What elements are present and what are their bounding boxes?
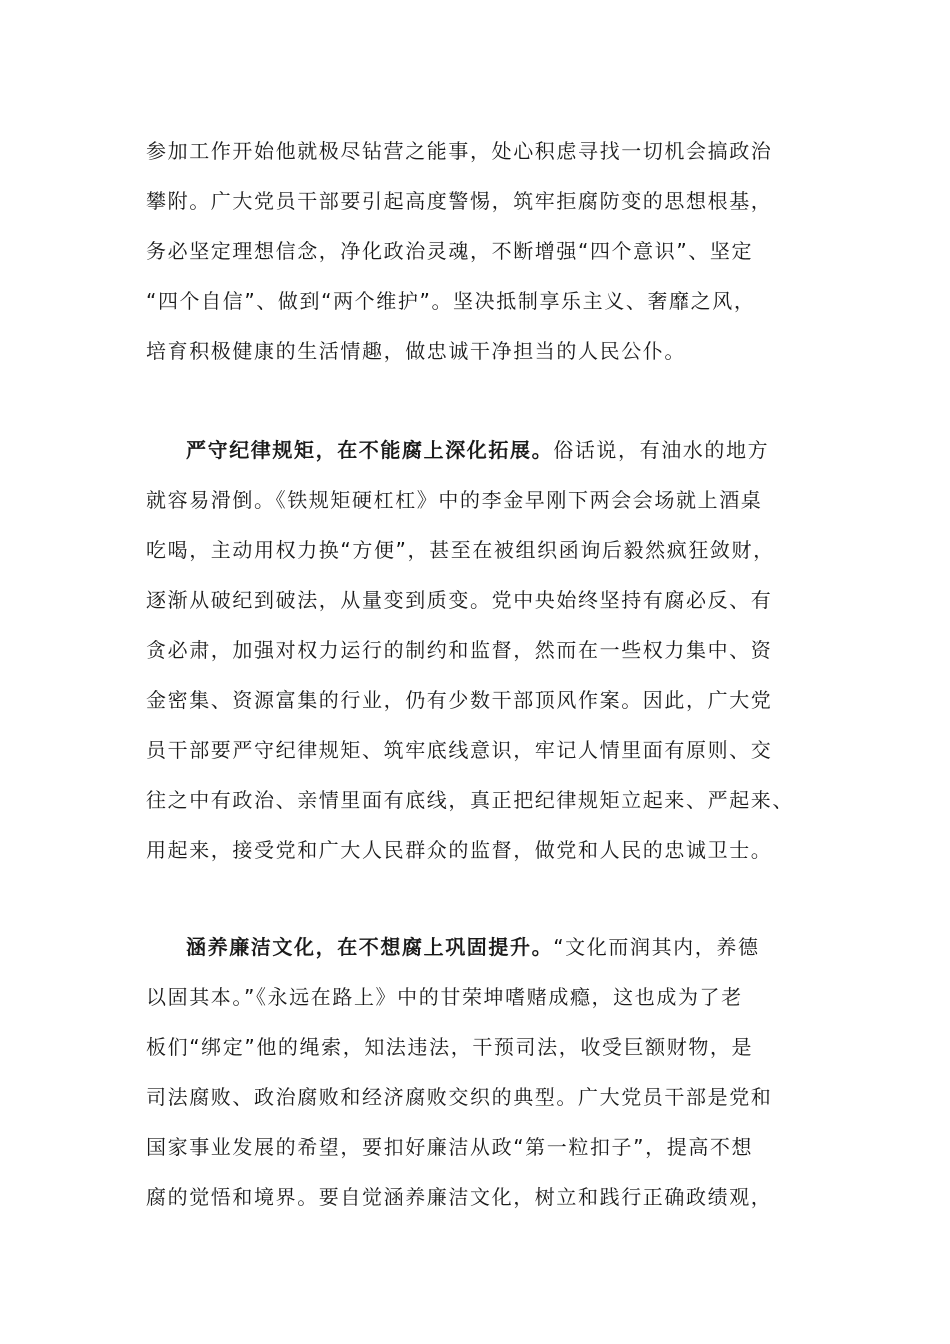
paragraph-heading: 严守纪律规矩，在不能腐上深化拓展。 <box>186 438 554 462</box>
paragraph-line: “四个自信”、做到“两个维护”。坚决抵制享乐主义、奢靡之风， <box>146 289 756 313</box>
paragraph-3 <box>146 922 836 1222</box>
paragraph-2 <box>146 425 836 875</box>
paragraph-line: 攀附。广大党员干部要引起高度警惕，筑牢拒腐防变的思想根基， <box>146 189 773 213</box>
paragraph-line: 贪必肃，加强对权力运行的制约和监督，然而在一些权力集中、资 <box>146 638 773 662</box>
paragraph-line: 腐的觉悟和境界。要自觉涵养廉洁文化，树立和践行正确政绩观， <box>146 1185 773 1209</box>
paragraph-line: 用起来，接受党和广大人民群众的监督，做党和人民的忠诚卫士。 <box>146 838 773 862</box>
paragraph-line: 国家事业发展的希望，要扣好廉洁从政“第一粒扣子”，提高不想 <box>146 1135 754 1159</box>
paragraph-line: 务必坚定理想信念，净化政治灵魂，不断增强“四个意识”、坚定 <box>146 239 754 263</box>
paragraph-first-line-text: “文化而润其内，养德 <box>553 935 760 959</box>
paragraph-line: 板们“绑定”他的绳索，知法违法，干预司法，收受巨额财物，是 <box>146 1035 754 1059</box>
paragraph-line: 员干部要严守纪律规矩、筑牢底线意识，牢记人情里面有原则、交 <box>146 738 773 762</box>
paragraph-line: 参加工作开始他就极尽钻营之能事，处心积虑寻找一切机会搞政治 <box>146 139 773 163</box>
paragraph-line: 逐渐从破纪到破法，从量变到质变。党中央始终坚持有腐必反、有 <box>146 588 773 612</box>
paragraph-line: 培育积极健康的生活情趣，做忠诚干净担当的人民公仆。 <box>146 339 686 363</box>
paragraph-line: 金密集、资源富集的行业，仍有少数干部顶风作案。因此，广大党 <box>146 688 773 712</box>
paragraph-heading: 涵养廉洁文化，在不想腐上巩固提升。 <box>186 935 554 959</box>
paragraph-first-line-text: 俗话说，有油水的地方 <box>553 438 770 462</box>
paragraph-1 <box>146 126 836 376</box>
paragraph-first-line <box>146 425 836 475</box>
paragraph-line: 往之中有政治、亲情里面有底线，真正把纪律规矩立起来、严起来、 <box>146 788 794 812</box>
paragraph-line: 吃喝，主动用权力换“方便”，甚至在被组织函询后毅然疯狂敛财， <box>146 538 775 562</box>
paragraph-line: 司法腐败、政治腐败和经济腐败交织的典型。广大党员干部是党和 <box>146 1085 773 1109</box>
paragraph-line: 就容易滑倒。《铁规矩硬杠杠》中的李金早刚下两会会场就上酒桌 <box>146 488 763 512</box>
paragraph-first-line <box>146 922 836 972</box>
paragraph-line: 以固其本。”《永远在路上》中的甘荣坤嗜赌成瘾，这也成为了老 <box>146 985 743 1009</box>
